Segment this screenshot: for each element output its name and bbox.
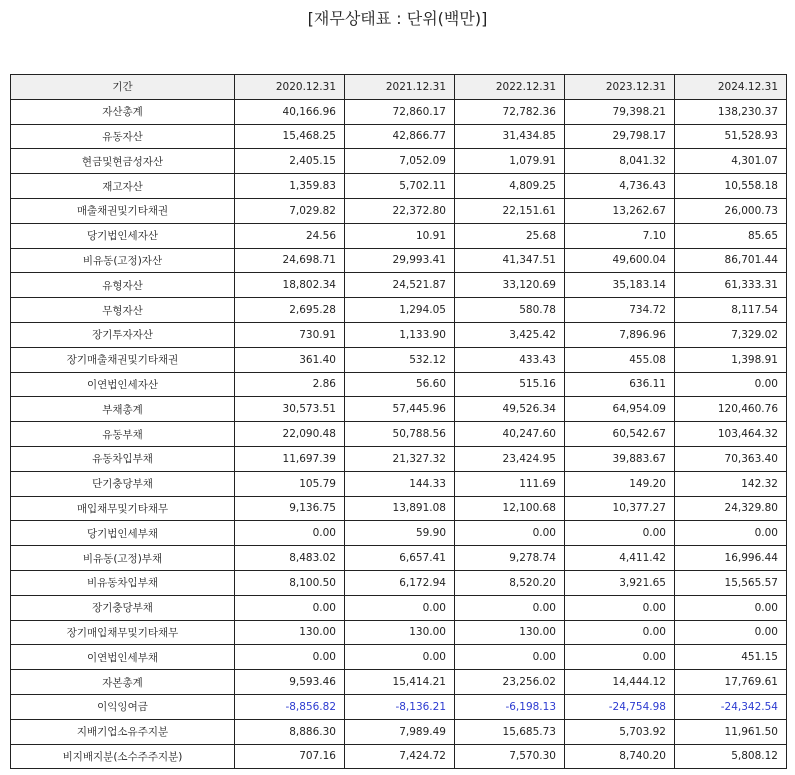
value-cell: 149.20 — [565, 471, 675, 496]
value-cell: 6,657.41 — [345, 546, 455, 571]
value-cell: 0.00 — [345, 645, 455, 670]
row-label: 장기매출채권및기타채권 — [11, 347, 235, 372]
row-label: 매출채권및기타채권 — [11, 198, 235, 223]
value-cell: 8,520.20 — [455, 570, 565, 595]
value-cell: 30,573.51 — [235, 397, 345, 422]
value-cell: 15,468.25 — [235, 124, 345, 149]
table-row — [11, 124, 787, 149]
value-cell: 39,883.67 — [565, 446, 675, 471]
row-label: 유형자산 — [11, 273, 235, 298]
value-cell: 23,256.02 — [455, 670, 565, 695]
row-label: 유동자산 — [11, 124, 235, 149]
row-label: 유동차입부채 — [11, 446, 235, 471]
row-label: 장기투자자산 — [11, 322, 235, 347]
table-row — [11, 744, 787, 769]
value-cell: 41,347.51 — [455, 248, 565, 273]
value-cell: 130.00 — [455, 620, 565, 645]
value-cell: 707.16 — [235, 744, 345, 769]
table-row — [11, 422, 787, 447]
value-cell: 5,808.12 — [675, 744, 787, 769]
value-cell: 86,701.44 — [675, 248, 787, 273]
value-cell: 0.00 — [565, 595, 675, 620]
value-cell: 13,891.08 — [345, 496, 455, 521]
value-cell: 0.00 — [235, 595, 345, 620]
value-cell: 29,993.41 — [345, 248, 455, 273]
value-cell: 0.00 — [565, 620, 675, 645]
table-row — [11, 694, 787, 719]
value-cell: 8,117.54 — [675, 298, 787, 323]
table-row — [11, 372, 787, 397]
row-label: 비유동차입부채 — [11, 570, 235, 595]
value-cell: 57,445.96 — [345, 397, 455, 422]
value-cell: 22,151.61 — [455, 198, 565, 223]
value-cell: 0.00 — [455, 595, 565, 620]
row-label: 비유동(고정)부채 — [11, 546, 235, 571]
value-cell: 7,989.49 — [345, 719, 455, 744]
row-label: 재고자산 — [11, 174, 235, 199]
value-cell: 4,736.43 — [565, 174, 675, 199]
row-label: 유동부채 — [11, 422, 235, 447]
value-cell: 9,593.46 — [235, 670, 345, 695]
financial-statement-table — [10, 74, 787, 769]
value-cell: 138,230.37 — [675, 99, 787, 124]
table-row — [11, 521, 787, 546]
value-cell: 60,542.67 — [565, 422, 675, 447]
value-cell: 51,528.93 — [675, 124, 787, 149]
value-cell: 0.00 — [675, 620, 787, 645]
value-cell: 3,921.65 — [565, 570, 675, 595]
value-cell: 16,996.44 — [675, 546, 787, 571]
value-cell: 33,120.69 — [455, 273, 565, 298]
table-row — [11, 347, 787, 372]
value-cell: 120,460.76 — [675, 397, 787, 422]
value-cell: 85.65 — [675, 223, 787, 248]
value-cell: 103,464.32 — [675, 422, 787, 447]
value-cell: 61,333.31 — [675, 273, 787, 298]
value-cell: 734.72 — [565, 298, 675, 323]
table-row — [11, 174, 787, 199]
row-label: 지배기업소유주지분 — [11, 719, 235, 744]
value-cell: 1,294.05 — [345, 298, 455, 323]
value-cell: 10,377.27 — [565, 496, 675, 521]
value-cell: 1,398.91 — [675, 347, 787, 372]
value-cell: 433.43 — [455, 347, 565, 372]
table-row — [11, 298, 787, 323]
value-cell: 4,809.25 — [455, 174, 565, 199]
header-date-2024: 2024.12.31 — [675, 75, 787, 100]
table-row — [11, 322, 787, 347]
value-cell: 111.69 — [455, 471, 565, 496]
table-row — [11, 645, 787, 670]
table-body — [11, 99, 787, 769]
value-cell: 7,570.30 — [455, 744, 565, 769]
value-cell: 24,521.87 — [345, 273, 455, 298]
value-cell: 0.00 — [675, 521, 787, 546]
table-row — [11, 273, 787, 298]
value-cell: 0.00 — [235, 645, 345, 670]
row-label: 당기법인세부채 — [11, 521, 235, 546]
value-cell: 580.78 — [455, 298, 565, 323]
value-cell: 12,100.68 — [455, 496, 565, 521]
table-row — [11, 496, 787, 521]
value-cell: 59.90 — [345, 521, 455, 546]
value-cell: 21,327.32 — [345, 446, 455, 471]
value-cell: 24.56 — [235, 223, 345, 248]
value-cell: 8,100.50 — [235, 570, 345, 595]
header-period: 기간 — [11, 75, 235, 100]
value-cell: 0.00 — [455, 521, 565, 546]
value-cell: 130.00 — [235, 620, 345, 645]
value-cell: 0.00 — [345, 595, 455, 620]
value-cell: 26,000.73 — [675, 198, 787, 223]
value-cell: 1,359.83 — [235, 174, 345, 199]
value-cell: -6,198.13 — [455, 694, 565, 719]
table-row — [11, 719, 787, 744]
table-row — [11, 446, 787, 471]
header-row — [11, 75, 787, 100]
value-cell: 35,183.14 — [565, 273, 675, 298]
value-cell: 29,798.17 — [565, 124, 675, 149]
value-cell: 0.00 — [675, 595, 787, 620]
value-cell: -8,136.21 — [345, 694, 455, 719]
value-cell: 14,444.12 — [565, 670, 675, 695]
header-date-2023: 2023.12.31 — [565, 75, 675, 100]
value-cell: 72,782.36 — [455, 99, 565, 124]
value-cell: 40,166.96 — [235, 99, 345, 124]
value-cell: 0.00 — [455, 645, 565, 670]
value-cell: 40,247.60 — [455, 422, 565, 447]
value-cell: 24,698.71 — [235, 248, 345, 273]
value-cell: 18,802.34 — [235, 273, 345, 298]
value-cell: 5,702.11 — [345, 174, 455, 199]
value-cell: 8,886.30 — [235, 719, 345, 744]
value-cell: 8,041.32 — [565, 149, 675, 174]
value-cell: 22,372.80 — [345, 198, 455, 223]
value-cell: 15,685.73 — [455, 719, 565, 744]
value-cell: -24,342.54 — [675, 694, 787, 719]
value-cell: 7,896.96 — [565, 322, 675, 347]
value-cell: 7,029.82 — [235, 198, 345, 223]
value-cell: 7,424.72 — [345, 744, 455, 769]
value-cell: 49,526.34 — [455, 397, 565, 422]
value-cell: 0.00 — [675, 372, 787, 397]
value-cell: 31,434.85 — [455, 124, 565, 149]
row-label: 무형자산 — [11, 298, 235, 323]
table-row — [11, 248, 787, 273]
value-cell: 49,600.04 — [565, 248, 675, 273]
value-cell: 56.60 — [345, 372, 455, 397]
table-row — [11, 570, 787, 595]
value-cell: 142.32 — [675, 471, 787, 496]
value-cell: 11,961.50 — [675, 719, 787, 744]
value-cell: 515.16 — [455, 372, 565, 397]
row-label: 장기충당부채 — [11, 595, 235, 620]
value-cell: 0.00 — [565, 645, 675, 670]
value-cell: 7.10 — [565, 223, 675, 248]
row-label: 이연법인세자산 — [11, 372, 235, 397]
value-cell: 23,424.95 — [455, 446, 565, 471]
row-label: 이익잉여금 — [11, 694, 235, 719]
value-cell: 451.15 — [675, 645, 787, 670]
value-cell: 730.91 — [235, 322, 345, 347]
value-cell: 70,363.40 — [675, 446, 787, 471]
row-label: 매입채무및기타채무 — [11, 496, 235, 521]
value-cell: 455.08 — [565, 347, 675, 372]
value-cell: 13,262.67 — [565, 198, 675, 223]
value-cell: 64,954.09 — [565, 397, 675, 422]
header-date-2020: 2020.12.31 — [235, 75, 345, 100]
value-cell: 24,329.80 — [675, 496, 787, 521]
value-cell: 130.00 — [345, 620, 455, 645]
value-cell: 105.79 — [235, 471, 345, 496]
table-row — [11, 670, 787, 695]
value-cell: 10.91 — [345, 223, 455, 248]
table-row — [11, 149, 787, 174]
row-label: 자산총계 — [11, 99, 235, 124]
value-cell: 3,425.42 — [455, 322, 565, 347]
table-row — [11, 620, 787, 645]
value-cell: 79,398.21 — [565, 99, 675, 124]
value-cell: 2,695.28 — [235, 298, 345, 323]
value-cell: 7,329.02 — [675, 322, 787, 347]
header-date-2022: 2022.12.31 — [455, 75, 565, 100]
value-cell: 5,703.92 — [565, 719, 675, 744]
value-cell: 9,136.75 — [235, 496, 345, 521]
value-cell: 8,483.02 — [235, 546, 345, 571]
row-label: 장기매입채무및기타채무 — [11, 620, 235, 645]
value-cell: 17,769.61 — [675, 670, 787, 695]
value-cell: 42,866.77 — [345, 124, 455, 149]
table-row — [11, 595, 787, 620]
row-label: 현금및현금성자산 — [11, 149, 235, 174]
table-row — [11, 546, 787, 571]
value-cell: 144.33 — [345, 471, 455, 496]
value-cell: 50,788.56 — [345, 422, 455, 447]
table-row — [11, 397, 787, 422]
value-cell: 10,558.18 — [675, 174, 787, 199]
value-cell: 7,052.09 — [345, 149, 455, 174]
table-row — [11, 471, 787, 496]
header-date-2021: 2021.12.31 — [345, 75, 455, 100]
value-cell: 2,405.15 — [235, 149, 345, 174]
row-label: 비유동(고정)자산 — [11, 248, 235, 273]
value-cell: 2.86 — [235, 372, 345, 397]
row-label: 당기법인세자산 — [11, 223, 235, 248]
value-cell: 11,697.39 — [235, 446, 345, 471]
value-cell: 15,565.57 — [675, 570, 787, 595]
row-label: 부채총계 — [11, 397, 235, 422]
value-cell: -8,856.82 — [235, 694, 345, 719]
value-cell: 361.40 — [235, 347, 345, 372]
value-cell: -24,754.98 — [565, 694, 675, 719]
value-cell: 9,278.74 — [455, 546, 565, 571]
row-label: 자본총계 — [11, 670, 235, 695]
value-cell: 1,133.90 — [345, 322, 455, 347]
value-cell: 0.00 — [235, 521, 345, 546]
value-cell: 532.12 — [345, 347, 455, 372]
table-row — [11, 223, 787, 248]
row-label: 비지배지분(소수주주지분) — [11, 744, 235, 769]
value-cell: 25.68 — [455, 223, 565, 248]
value-cell: 4,301.07 — [675, 149, 787, 174]
table-row — [11, 198, 787, 223]
value-cell: 636.11 — [565, 372, 675, 397]
value-cell: 22,090.48 — [235, 422, 345, 447]
row-label: 이연법인세부채 — [11, 645, 235, 670]
value-cell: 4,411.42 — [565, 546, 675, 571]
value-cell: 0.00 — [565, 521, 675, 546]
value-cell: 15,414.21 — [345, 670, 455, 695]
value-cell: 1,079.91 — [455, 149, 565, 174]
table-row — [11, 99, 787, 124]
page-title: [재무상태표 : 단위(백만)] — [307, 9, 488, 28]
value-cell: 72,860.17 — [345, 99, 455, 124]
value-cell: 6,172.94 — [345, 570, 455, 595]
row-label: 단기충당부채 — [11, 471, 235, 496]
value-cell: 8,740.20 — [565, 744, 675, 769]
